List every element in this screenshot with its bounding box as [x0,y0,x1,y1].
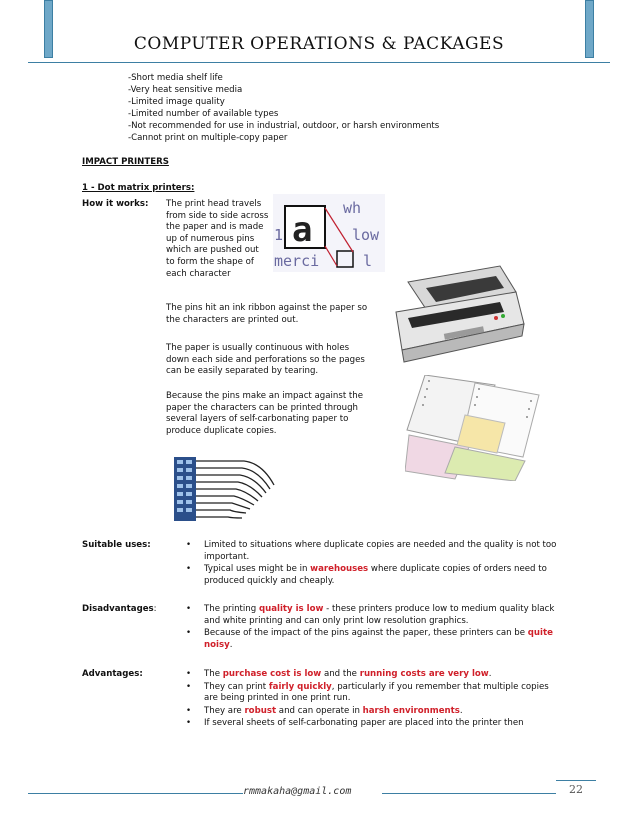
list-item: -Short media shelf life [128,73,223,83]
how-it-works-p2: The pins hit an ink ribbon against the paper so the characters are printed out. [166,303,368,325]
footer-divider-right [382,793,556,794]
page-number: 22 [556,780,596,799]
figure-text-low: low [352,226,380,244]
list-item: -Very heat sensitive media [128,85,243,95]
page-title: COMPUTER OPERATIONS & PACKAGES [133,34,505,54]
disadvantages-label: Disadvantages: [82,604,157,614]
list-item: -Limited image quality [128,97,225,107]
character-figure-svg [273,194,385,272]
highlight-purchase-cost: purchase cost is low [222,669,322,679]
highlight-fairly-quickly: fairly quickly [268,681,332,692]
list-item: -Limited number of available types [128,109,279,119]
figure-text-merci: merci [274,252,320,270]
list-item: -Cannot print on multiple-copy paper [128,133,288,143]
footer-email: rmmakaha@gmail.com [243,786,352,797]
list-item: • They are robust and can operate in harsh environments. [190,706,560,718]
list-item: • They can print fairly quickly, particularly if you remember that multiple copies are being printed in one print run. [190,682,560,705]
dot-matrix-character-figure [273,194,385,272]
continuous-paper-image [405,375,543,481]
list-item: -Not recommended for use in industrial, outdoor, or harsh environments [128,121,440,131]
figure-text-wh: wh [343,199,362,217]
suitable-uses-list [190,540,560,588]
list-item: • Because of the impact of the pins against the paper, these printers can be quite noisy. [190,628,560,651]
dot-matrix-heading: 1 - Dot matrix printers: [82,183,195,193]
how-it-works-label: How it works: [82,199,149,209]
footer-divider-left [28,793,243,794]
how-it-works-p3: The paper is usually continuous with holes down each side and perforations so the pages can be easily separated by tearing. [166,343,365,377]
highlight-harsh-environments: harsh environments [362,705,460,716]
impact-printers-heading: IMPACT PRINTERS [82,157,169,167]
list-item: • The purchase cost is low and the running costs are very low. [190,669,560,681]
highlight-robust: robust [244,705,277,716]
print-head-pins-image [174,455,280,525]
how-it-works-p4: Because the pins make an impact against the paper the characters can be printed through several layers of self-carbonating paper to produce duplicate copies. [166,391,364,436]
figure-text-1: 1 [274,226,284,244]
highlight-running-costs: running costs are very low [359,669,489,679]
advantages-label: Advantages: [82,669,143,679]
list-item: • Typical uses might be in warehouses where duplicate copies of orders need to produced quickly and cheaply. [190,564,560,587]
highlight-warehouses: warehouses [310,564,369,575]
highlight-quality-low: quality is low [258,604,324,614]
advantages-list [190,669,560,731]
how-it-works-p1: The print head travels from side to side across the paper and is made up of numerous pins which are pushed out to form the shape of each character [166,199,269,279]
figure-text-l: l [363,252,373,270]
list-item: • If several sheets of self-carbonating paper are placed into the printer then [190,718,560,730]
suitable-uses-label: Suitable uses: [82,540,151,550]
list-item: • The printing quality is low - these printers produce low to medium quality black and white printing and can only print low resolution graphics. [190,604,560,627]
dot-matrix-printer-image [388,262,528,364]
highlight-quite-noisy: quite noisy [204,628,553,650]
list-item: • Limited to situations where duplicate copies are needed and the quality is not too important. [190,540,560,563]
header-divider [28,62,610,63]
figure-big-letter: a [292,210,313,250]
disadvantages-list [190,604,560,652]
